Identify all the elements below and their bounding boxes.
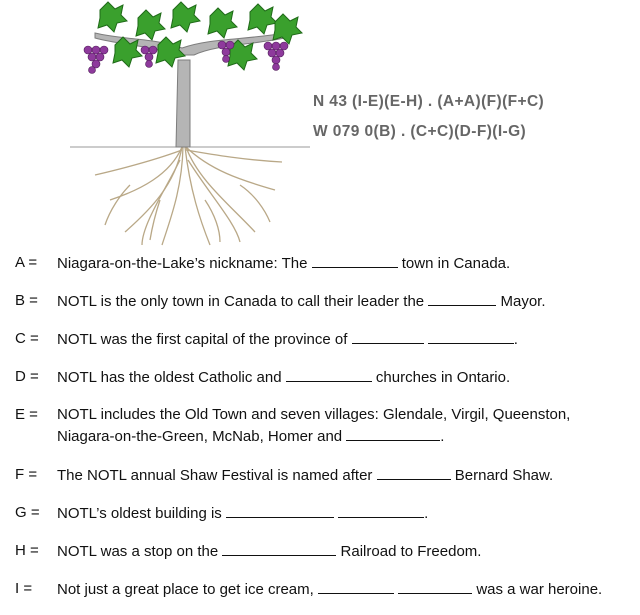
clue-letter: G = (15, 504, 40, 521)
clue-text: NOTL has the oldest Catholic and churches in Ontario. (57, 366, 510, 388)
clue-text: NOTL’s oldest building is . (57, 502, 428, 524)
roots (95, 147, 282, 245)
clue-text: The NOTL annual Shaw Festival is named after Bernard Shaw. (57, 464, 553, 486)
answer-blank[interactable] (286, 366, 372, 382)
coordinate-west: W 079 0(B) . (C+C)(D-F)(I-G) (313, 123, 527, 140)
clue-text: NOTL is the only town in Canada to call their leader the Mayor. (57, 290, 546, 312)
answer-blank[interactable] (352, 328, 424, 344)
clue-letter: D = (15, 368, 39, 385)
answer-blank[interactable] (377, 464, 451, 480)
answer-blank[interactable] (398, 578, 472, 594)
answer-blank[interactable] (226, 502, 334, 518)
grapevine-illustration (70, 0, 310, 250)
answer-blank[interactable] (338, 502, 424, 518)
clue-text: Niagara-on-the-Lake’s nickname: The town in Canada. (57, 252, 510, 274)
answer-blank[interactable] (428, 290, 496, 306)
clue-letter: A = (15, 254, 38, 271)
clue-letter: H = (15, 542, 39, 559)
clue-text: NOTL was the first capital of the province of . (57, 328, 518, 350)
clue-letter: F = (15, 466, 38, 483)
clue-text: Not just a great place to get ice cream, was a war heroine. (57, 578, 602, 600)
clue-letter: I = (15, 580, 33, 597)
clue-letter: B = (15, 292, 38, 309)
clue-letter: C = (15, 330, 39, 347)
clue-text: NOTL includes the Old Town and seven villages: Glendale, Virgil, Queenston, (57, 406, 571, 423)
answer-blank[interactable] (312, 252, 398, 268)
answer-blank[interactable] (318, 578, 394, 594)
answer-blank[interactable] (222, 540, 336, 556)
answer-blank[interactable] (346, 425, 440, 441)
clue-text: NOTL was a stop on the Railroad to Freedom. (57, 540, 481, 562)
coordinate-north: N 43 (I-E)(E-H) . (A+A)(F)(F+C) (313, 93, 545, 110)
clue-letter: E = (15, 406, 38, 423)
answer-blank[interactable] (428, 328, 514, 344)
clue-text-line2: Niagara-on-the-Green, McNab, Homer and . (57, 425, 444, 447)
